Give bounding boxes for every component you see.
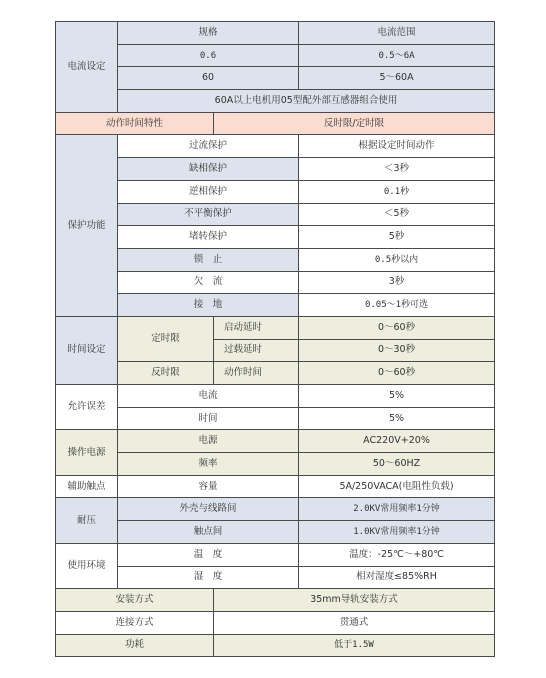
withstand-contacts-label: 触点间	[118, 521, 299, 544]
power-supply-value: AC220V+20%	[299, 430, 495, 453]
table-row	[56, 407, 495, 430]
humidity-label: 湿 度	[118, 566, 299, 589]
table-row	[56, 475, 495, 498]
current-setting-label: 电流设定	[56, 22, 118, 113]
table-row	[56, 248, 495, 271]
table-row	[56, 158, 495, 181]
table-row	[56, 543, 495, 566]
aux-contact-name: 容量	[118, 475, 299, 498]
range-cell: 5～60A	[299, 67, 495, 90]
definite-time-label: 定时限	[118, 316, 214, 361]
protection-name: 堵转保护	[118, 226, 299, 249]
table-row	[56, 226, 495, 249]
table-row	[56, 521, 495, 544]
table-row	[56, 589, 495, 612]
overload-delay-value: 0～30秒	[299, 339, 495, 362]
protection-name: 不平衡保护	[118, 203, 299, 226]
table-row	[56, 566, 495, 589]
table-row	[56, 294, 495, 317]
power-consumption-label: 功耗	[56, 634, 214, 657]
protection-value: ＜3秒	[299, 158, 495, 181]
table-row	[56, 67, 495, 90]
protection-value: 3秒	[299, 271, 495, 294]
protection-name: 过流保护	[118, 135, 299, 158]
withstand-contacts-value: 1.0KV常用频率1分钟	[299, 521, 495, 544]
power-supply-label: 电源	[118, 430, 299, 453]
start-delay-label: 启动延时	[214, 316, 299, 339]
table-row	[56, 271, 495, 294]
table-row	[56, 430, 495, 453]
aux-contact-label: 辅助触点	[56, 475, 118, 498]
protection-name: 锁 止	[118, 248, 299, 271]
timing-value: 反时限/定时限	[214, 112, 495, 135]
protection-name: 接 地	[118, 294, 299, 317]
table-row	[56, 634, 495, 657]
action-time-label: 动作时间	[214, 362, 299, 385]
start-delay-value: 0～60秒	[299, 316, 495, 339]
protection-value: 5秒	[299, 226, 495, 249]
action-time-value: 0～60秒	[299, 362, 495, 385]
spec-cell: 0.6	[118, 44, 299, 67]
table-row	[56, 135, 495, 158]
tolerance-time-value: 5%	[299, 407, 495, 430]
tolerance-label: 允许误差	[56, 385, 118, 430]
table-row	[56, 203, 495, 226]
tolerance-current-label: 电流	[118, 385, 299, 408]
environment-label: 使用环境	[56, 543, 118, 588]
table-row	[56, 180, 495, 203]
tolerance-time-label: 时间	[118, 407, 299, 430]
table-row	[56, 44, 495, 67]
humidity-value: 相对湿度≤85%RH	[299, 566, 495, 589]
range-header: 电流范围	[299, 22, 495, 45]
current-note: 60A以上电机用05型配外部互感器组合使用	[118, 90, 495, 113]
connection-label: 连接方式	[56, 611, 214, 634]
connection-value: 贯通式	[214, 611, 495, 634]
table-row	[56, 611, 495, 634]
tolerance-current-value: 5%	[299, 385, 495, 408]
table-row	[56, 385, 495, 408]
spec-table	[55, 21, 495, 657]
protection-name: 欠 流	[118, 271, 299, 294]
table-row	[56, 90, 495, 113]
power-freq-value: 50～60HZ	[299, 453, 495, 476]
withstand-case-value: 2.0KV常用频率1分钟	[299, 498, 495, 521]
timing-label: 动作时间特性	[56, 112, 214, 135]
spec-header: 规格	[118, 22, 299, 45]
table-row	[56, 453, 495, 476]
spec-cell: 60	[118, 67, 299, 90]
protection-value: 0.05～1秒可选	[299, 294, 495, 317]
table-row	[56, 362, 495, 385]
protection-value: ＜5秒	[299, 203, 495, 226]
protection-value: 根据设定时间动作	[299, 135, 495, 158]
withstand-label: 耐压	[56, 498, 118, 543]
table-row	[56, 22, 495, 45]
table-row	[56, 316, 495, 339]
inverse-time-label: 反时限	[118, 362, 214, 385]
withstand-case-label: 外壳与线路间	[118, 498, 299, 521]
power-consumption-value: 低于1.5W	[214, 634, 495, 657]
temperature-value: 温度：-25℃～+80℃	[299, 543, 495, 566]
aux-contact-value: 5A/250VACA(电阻性负载)	[299, 475, 495, 498]
table-row	[56, 498, 495, 521]
table-row	[56, 112, 495, 135]
temperature-label: 温 度	[118, 543, 299, 566]
protection-name: 缺相保护	[118, 158, 299, 181]
range-cell: 0.5～6A	[299, 44, 495, 67]
power-freq-label: 频率	[118, 453, 299, 476]
power-label: 操作电源	[56, 430, 118, 475]
mounting-label: 安装方式	[56, 589, 214, 612]
overload-delay-label: 过载延时	[214, 339, 299, 362]
protection-value: 0.1秒	[299, 180, 495, 203]
mounting-value: 35mm导轨安装方式	[214, 589, 495, 612]
protection-value: 0.5秒以内	[299, 248, 495, 271]
protection-label: 保护功能	[56, 135, 118, 317]
protection-name: 逆相保护	[118, 180, 299, 203]
time-setting-label: 时间设定	[56, 316, 118, 384]
